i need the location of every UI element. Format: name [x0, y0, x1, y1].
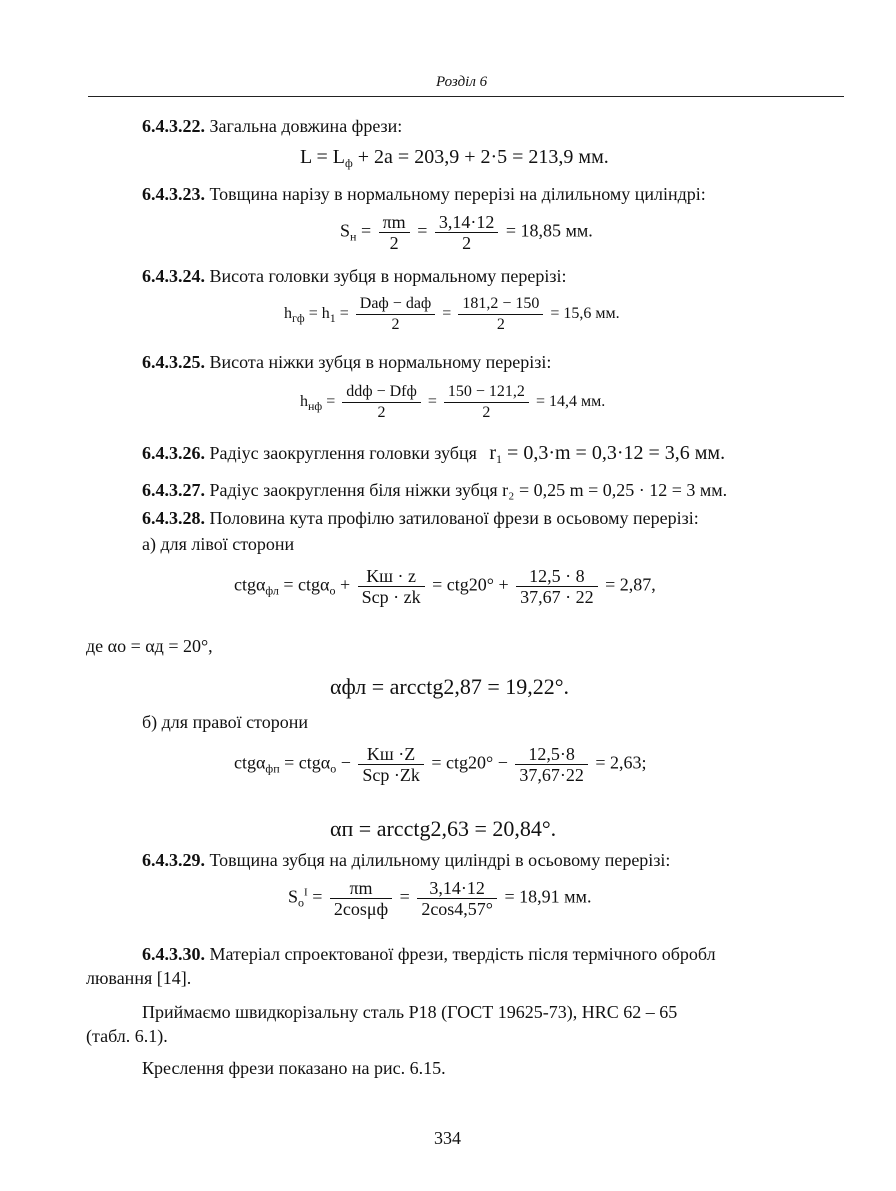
- formula-part: + 2a = 203,9 + 2·5 = 213,9 мм.: [352, 146, 609, 168]
- left-side-label: а) для лівої сторони: [142, 534, 295, 554]
- fraction: [515, 744, 588, 785]
- item-text: Висота головки зубця в нормальному перерізі:: [209, 266, 567, 286]
- fraction: [379, 212, 410, 253]
- numerator: 150 − 121,2: [444, 382, 529, 403]
- fraction: [435, 212, 499, 253]
- item-text: Товщина зубця на ділильному циліндрі в осьовому перерізі:: [209, 850, 671, 870]
- formula-part: = 14,4 мм.: [535, 393, 606, 411]
- numerator: 181,2 − 150: [458, 294, 543, 315]
- formula-part: = 18,85 мм.: [505, 220, 593, 241]
- chapter-header: Розділ 6: [436, 74, 488, 90]
- formula-sub: 1: [496, 452, 503, 466]
- formula-sub: о: [298, 895, 305, 910]
- formula-part: = 15,6 мм.: [550, 305, 620, 323]
- formula-sub: о: [330, 761, 337, 776]
- fraction: [358, 744, 424, 785]
- formula-part: = 2,87,: [605, 574, 656, 595]
- denominator: 2: [496, 316, 505, 333]
- formula-tooth-head-height: $h_{гф} = h_1$ = $\frac{\text{Dаф − dаф}}{2}$ = $\frac{181,2 - 150}{2}$ = 15,6 мм.: [284, 295, 620, 333]
- denominator: 37,67 · 22: [520, 587, 594, 607]
- numerator: Kш · z: [358, 566, 425, 587]
- item-6-4-3-24: [142, 266, 566, 287]
- item-6-4-3-26: [142, 442, 725, 467]
- formula-part: = ctgα: [279, 752, 331, 773]
- item-text: Загальна довжина фрези:: [209, 116, 403, 136]
- fraction: [358, 566, 425, 607]
- item-6-4-3-30: [142, 942, 832, 966]
- formula-part: h: [300, 393, 308, 411]
- numerator: πm: [330, 878, 392, 899]
- formula-sub: н: [350, 229, 357, 244]
- formula-part: = h: [304, 305, 330, 323]
- item-6-4-3-23: [142, 184, 706, 205]
- denominator: 2: [389, 233, 399, 253]
- numerator: 12,5 · 8: [516, 566, 598, 587]
- formula-thread-thickness: $S_н$ = $\frac{\pi m}{2}$ = $\frac{3,14\cdot 12}{2}$ = 18,85 мм.: [340, 212, 593, 253]
- item-number: 6.4.3.26.: [142, 443, 205, 463]
- denominator: 2cos4,57°: [421, 899, 494, 919]
- item-6-4-3-30-continuation: лювання [14].: [86, 968, 192, 988]
- numerator: Kш ·Z: [358, 744, 424, 765]
- item-text: Матеріал спроектованої фрези, твердість після термічного обробл: [209, 944, 716, 964]
- numerator: 3,14·12: [417, 878, 497, 899]
- formula-part: L = L: [300, 146, 345, 168]
- item-6-4-3-22: [142, 116, 402, 137]
- fraction: [458, 294, 543, 335]
- item-number: 6.4.3.29.: [142, 850, 205, 870]
- formula-sup: I: [304, 886, 308, 899]
- formula-part: S: [340, 220, 351, 241]
- denominator: 2: [377, 404, 386, 421]
- item-number: 6.4.3.22.: [142, 116, 205, 136]
- formula-part: S: [288, 886, 299, 907]
- item-text: Радіус заокруглення головки зубця: [209, 443, 477, 463]
- formula-sub: фп: [265, 761, 280, 776]
- item-text: Товщина нарізу в нормальному перерізі на ділильному циліндрі:: [209, 184, 706, 204]
- item-number: 6.4.3.28.: [142, 508, 205, 528]
- fraction: [417, 878, 497, 919]
- item-text: Половина кута профілю затилованої фрези в осьовому перерізі:: [209, 508, 699, 528]
- formula-axial-tooth-thickness: $S_о^I$ = $\frac{\pi m}{2\cos\mu ф}$ = $\frac{3,14\cdot 12}{2\cos 4,57^\circ}$ = 18,91 мм.: [288, 878, 592, 919]
- formula-part: r: [489, 442, 497, 464]
- fraction: [516, 566, 598, 607]
- item-6-4-3-27: [142, 480, 727, 501]
- formula-part: = 18,91 мм.: [504, 886, 592, 907]
- steel-paragraph-line-2: (табл. 6.1).: [86, 1026, 168, 1046]
- formula-part: h: [284, 305, 292, 323]
- formula-sub: нф: [308, 399, 323, 414]
- denominator: Sср · zk: [361, 587, 421, 607]
- formula-total-length: [300, 146, 609, 171]
- denominator: 2: [462, 233, 472, 253]
- fraction: [444, 382, 529, 423]
- formula-part: = 0,3·m = 0,3·12 = 3,6 мм.: [502, 442, 726, 464]
- formula-tooth-foot-height: $h_{нф}$ = $\frac{\text{ddф − Dfф}}{2}$ = $\frac{150 - 121,2}{2}$ = 14,4 мм.: [300, 383, 606, 421]
- denominator: 2: [482, 404, 491, 421]
- page-number: 334: [434, 1128, 461, 1148]
- drawing-reference: Креслення фрези показано на рис. 6.15.: [142, 1058, 446, 1078]
- formula-head-radius: [489, 442, 725, 464]
- item-number: 6.4.3.24.: [142, 266, 205, 286]
- numerator: Dаф − dаф: [356, 294, 436, 315]
- formula-left-side-result: αфл = arcctg2,87 = 19,22°.: [330, 674, 570, 699]
- where-clause: де αо = αд = 20°,: [86, 636, 213, 656]
- numerator: 3,14·12: [435, 212, 499, 233]
- numerator: ddф − Dfф: [342, 382, 421, 403]
- formula-part: ctgα: [234, 574, 266, 595]
- item-number: 6.4.3.25.: [142, 352, 205, 372]
- formula-part: ctgα: [234, 752, 266, 773]
- formula-sub: ф: [344, 156, 353, 170]
- formula-sub: 1: [329, 311, 336, 326]
- item-6-4-3-29: [142, 850, 670, 871]
- numerator: 12,5·8: [515, 744, 588, 765]
- item-text: Радіус заокруглення біля ніжки зубця r₂ = 0,25 m = 0,25 · 12 = 3 мм.: [209, 480, 728, 500]
- denominator: 2: [391, 316, 400, 333]
- formula-left-side-ctg: ctgα$_{фл}$ = ctgα$_о$ + $\frac{Kш \cdot z}{\text{Sср · zk}}$ = ctg20° + $\frac{12,5 \cdot 8}{37,67 \cdot 22}$ = 2,87,: [234, 566, 656, 607]
- item-text: Висота ніжки зубця в нормальному перерізі:: [209, 352, 552, 372]
- item-6-4-3-28: [142, 508, 699, 529]
- item-number: 6.4.3.23.: [142, 184, 205, 204]
- item-number: 6.4.3.27.: [142, 480, 205, 500]
- formula-part: = ctgα: [278, 574, 330, 595]
- formula-right-side-ctg: ctgα$_{фп}$ = ctgα$_о$ − $\frac{Kш \cdot Z}{\text{Sср ·Zk}}$ = ctg20° − $\frac{12,5\cdot 8}{37,67\cdot 22}$ = 2,63;: [234, 744, 647, 785]
- steel-paragraph-line-1: Приймаємо швидкорізальну сталь Р18 (ГОСТ 19625-73), HRC 62 – 65: [142, 1002, 678, 1022]
- header-rule: [88, 96, 844, 97]
- formula-part: = ctg20° +: [432, 574, 509, 595]
- denominator: Sср ·Zk: [362, 765, 420, 785]
- denominator: 37,67·22: [519, 765, 584, 785]
- formula-part: = ctg20° −: [431, 752, 508, 773]
- formula-sub: гф: [292, 311, 305, 326]
- formula-right-side-result: αп = arcctg2,63 = 20,84°.: [330, 816, 557, 841]
- formula-sub: о: [329, 583, 336, 598]
- formula-part: = 2,63;: [595, 752, 647, 773]
- fraction: [356, 294, 436, 335]
- numerator: πm: [379, 212, 410, 233]
- fraction: [330, 878, 392, 919]
- item-number: 6.4.3.30.: [142, 944, 205, 964]
- fraction: [342, 382, 421, 423]
- item-6-4-3-25: [142, 352, 551, 373]
- denominator: 2cosμф: [333, 899, 389, 919]
- right-side-label: б) для правої сторони: [142, 712, 308, 732]
- formula-sub: фл: [265, 583, 279, 598]
